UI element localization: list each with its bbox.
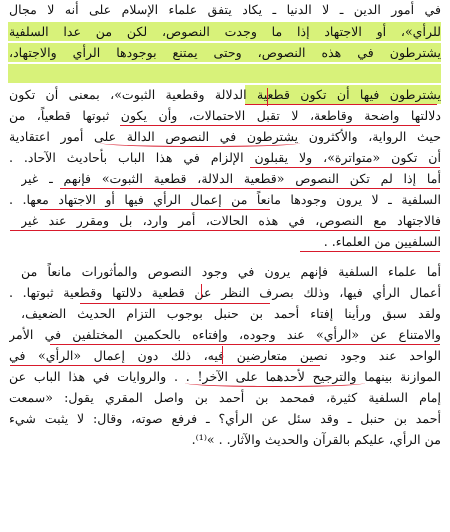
text-line-10: فالاجتهاد مع النصوص، في هذه الحالات، أمر وارد، بل ومقرر عند غير	[21, 213, 441, 228]
red-underline	[10, 230, 440, 231]
text-line-16: الواحد عند وجود نصين متعارضين فيه، ذلك دون إعمال «الرأي» في	[9, 348, 441, 363]
margin-mark	[222, 346, 223, 364]
highlight-band	[8, 64, 441, 83]
text-line-19: أحمد بن حنبل ـ وقد سئل عن الرأي؟ ـ فرفع صوته، وقال: لا يثبت شيء	[9, 411, 441, 426]
text-line-4: يشترطون فيها أن تكون قطعية الدلالة وقطعية الثبوت»، بمعنى أن تكون	[9, 87, 441, 102]
text-line-1: في أمور الدين ـ لا الدنيا ـ يكاد يتفق علماء الإسلام على أنه لا مجال	[9, 2, 441, 17]
text-line-5: دلالتها واضحة وقاطعة، لا تقبل الاحتمالات، وأن يكون ثبوتها قطعياً، من	[9, 108, 441, 123]
text-line-7: أن تكون «متواترة»، ولا يقبلون الإلزام في هذا الباب بأحاديث الآحاد. .	[9, 150, 441, 165]
text-line-11: السلفيين من العلماء. .	[323, 234, 441, 249]
red-underline	[80, 303, 270, 304]
text-line-18: إمام السلفية كثيرة، فمحمد بن أحمد بن واصل المقري يقول: «سمعت	[9, 390, 441, 405]
text-line-3: يشترطون في هذه النصوص، وحتى يمتنع بوجودها الرأي والاجتهاد،	[9, 45, 441, 60]
text-line-13: أعمال الرأي فيها، وذلك بصرف النظر عن قطعية دلالتها وقطعية ثبوتها. .	[9, 285, 441, 300]
text-line-8: أما إذا لم تكن النصوص «قطعية الدلالة، قطعية الثبوت» فإنهم ـ غير	[21, 171, 441, 186]
text-line-6: حيث الرواية، والأكثرون يشترطون في النصوص الدالة على أمور اعتقادية	[9, 129, 441, 144]
red-underline	[60, 188, 440, 189]
red-underline	[50, 344, 440, 345]
red-underline	[300, 251, 440, 252]
margin-mark	[201, 284, 202, 298]
text-line-20: من الرأي، عليكم بالقرآن والحديث والآثار. . »⁽¹⁾.	[191, 432, 441, 447]
text-line-14: ولقد سبق ورأينا إفتاء أحمد بن حنبل بوجوب التزام الحديث الضعيف،	[21, 306, 441, 321]
red-underline	[250, 167, 440, 168]
text-line-15: والامتناع عن «الرأي» عند وجوده، وإفتاءه بالحكمين المختلفين في الأمر	[9, 327, 441, 342]
red-underline	[10, 365, 320, 366]
text-line-2: للرأي»، أو الاجتهاد إذا ما وجدت النصوص، لكن من عدا السلفية	[9, 24, 441, 39]
text-line-17: الموازنة بينهما والترجيح لأحدهما على الآخر! . . والروايات في هذا الباب عن	[9, 369, 441, 384]
text-line-9: السلفية ـ لا يرون وجودها مانعاً من إعمال الرأي فيها أو الاجتهاد معها. .	[9, 192, 441, 207]
text-line-12: أما علماء السلفية فإنهم يرون في وجود النصوص والمأثورات مانعاً من	[21, 264, 441, 279]
red-underline	[120, 125, 420, 126]
red-underline	[40, 209, 270, 210]
red-underline	[245, 104, 437, 105]
margin-mark	[267, 88, 268, 106]
